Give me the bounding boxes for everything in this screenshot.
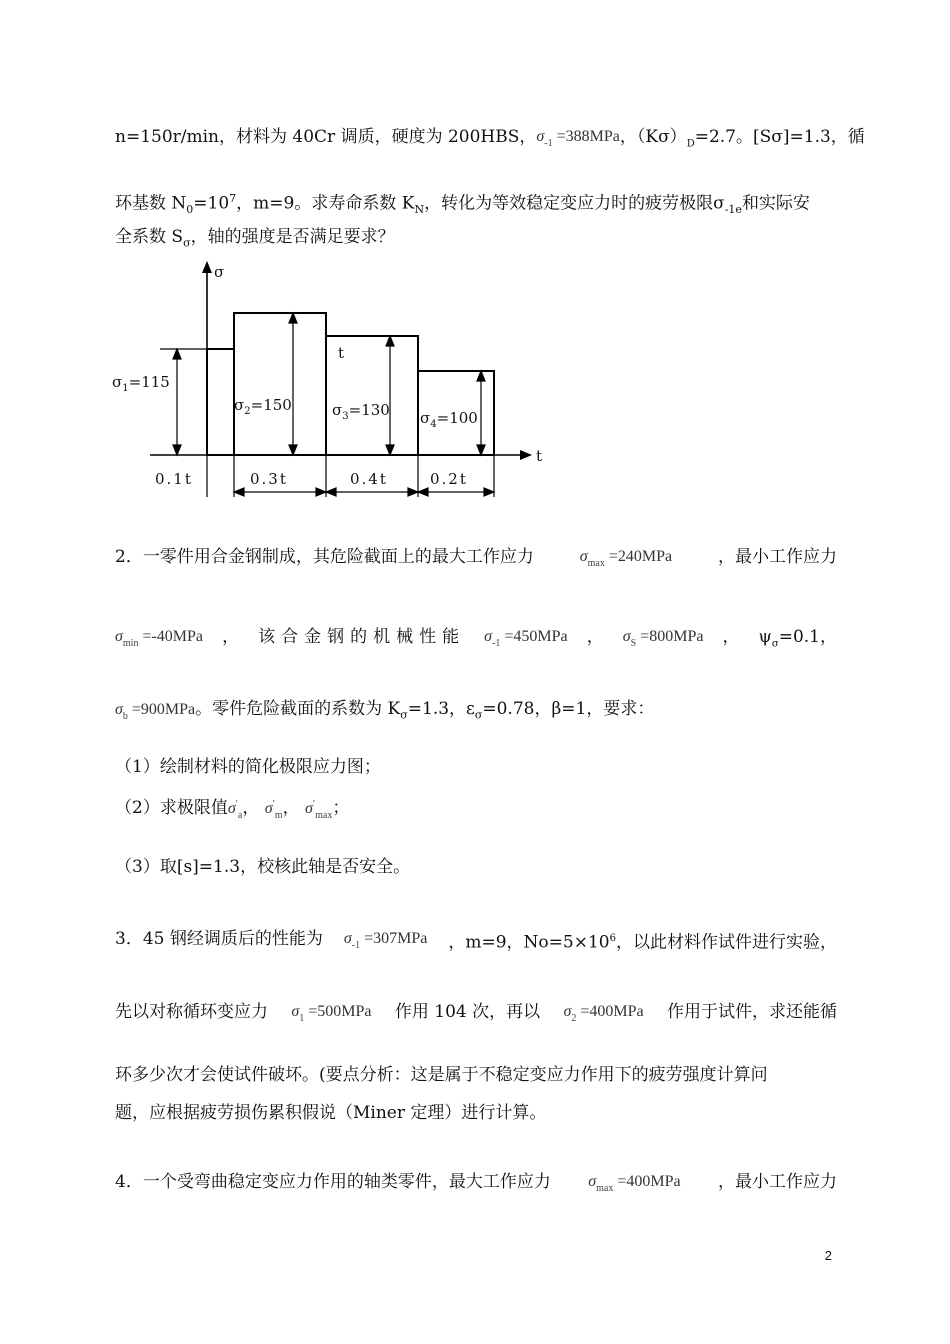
x-axis-label: t <box>536 447 543 465</box>
p2-question-1: （1）绘制材料的简化极限应力图； <box>115 757 381 777</box>
formula-sigma-1: $\sigma_1 =500MPa$ <box>291 1003 372 1024</box>
formula-sigma-min: $\sigma_{min} =-40MPa$ <box>115 628 204 649</box>
p1-line-3: 全系数 $S_\sigma$，轴的强度是否满足要求？ <box>115 227 395 250</box>
duration-1-label: 0.1t <box>155 470 193 488</box>
sigma1-label: $\sigma_1=115$ <box>112 373 170 394</box>
p3-line-4: 题，应根据疲劳损伤累积假说（Miner 定理）进行计算。 <box>115 1103 547 1123</box>
p2-line-3: $\sigma_b =900MPa$。零件危险截面的系数为 $K_\sigma=1.3$，$\varepsilon_\sigma=0.78$，β=1，要求： <box>115 699 655 722</box>
y-axis-label: σ <box>214 263 225 281</box>
sigma2-label: $\sigma_2=150$ <box>234 396 292 417</box>
p4-line-1: 4．一个受弯曲稳定变应力作用的轴类零件，最大工作应力 $\sigma_{max} =400MPa$ ，最小工作应力 <box>115 1170 837 1201</box>
p1-line-1: n=150r/min，材料为 40Cr 调质，硬度为 200HBS， $\sigma_{-1} =388MPa$ ，$(K\sigma)_D=2.7$。[Sσ]=1.3，循 <box>115 125 837 156</box>
block-2 <box>234 313 326 455</box>
stress-dimension-arrows <box>160 313 485 455</box>
sigma3-label: $\sigma_3=130$ <box>332 401 390 422</box>
formula-sigma-s: $\sigma_S =800MPa$ <box>622 628 704 649</box>
p2-question-3: （3）取[s]=1.3，校核此轴是否安全。 <box>115 857 411 877</box>
top-t-label: t <box>338 344 345 362</box>
block-1 <box>207 349 234 455</box>
x-axis-arrow <box>520 450 532 460</box>
formula-sigma-minus1-b: $\sigma_{-1} =450MPa$ <box>484 628 568 649</box>
formula-sigma-max: $\sigma_{max} =240MPa$ <box>579 548 673 569</box>
y-axis-arrow <box>202 261 212 273</box>
p3-line-3: 环多少次才会使试件破坏。(要点分析：这是属于不稳定变应力作用下的疲劳强度计算问 <box>115 1065 768 1085</box>
p1-line-2: 环基数 $N_0=10^7$，m=9。求寿命系数 $K_N$，转化为等效稳定变应力时的疲劳极限$\sigma_{-1e}$和实际安 <box>115 192 810 217</box>
formula-sigma-minus1: $\sigma_{-1} =388MPa$ <box>536 128 620 149</box>
sigma4-label: $\sigma_4=100$ <box>420 409 478 430</box>
p3-line-2: 先以对称循环变应力 $\sigma_1 =500MPa$ 作用 104 次，再以 $\sigma_2 =400MPa$ 作用于试件，求还能循 <box>115 1000 837 1031</box>
p2-line-2: $\sigma_{min} =-40MPa$ ， 该合金钢的机械性能 $\sigma_{-1} =450MPa$ ， $\sigma_S =800MPa$ ， $\psi_\sigma=0.1$， <box>115 625 837 656</box>
page-number: 2 <box>824 1248 832 1263</box>
p3-line-1: 3．45 钢经调质后的性能为 $\sigma_{-1} =307MPa$ ，m=9，$No=5\times 10^6$，以此材料作试件进行实验， <box>115 927 837 958</box>
formula-sigma-max-b: $\sigma_{max} =400MPa$ <box>588 1173 681 1194</box>
duration-3-label: 0.4t <box>350 470 388 488</box>
formula-sigma-b: $\sigma_b =900MPa$ <box>115 701 196 722</box>
stress-time-diagram <box>100 255 570 505</box>
formula-sigma-minus1-c: $\sigma_{-1} =307MPa$ <box>343 930 428 951</box>
p2-question-2: （2）求极限值$\sigma'_a$， $\sigma'_m$， $\sigma'_{max}$； <box>115 798 350 821</box>
formula-sigma-2: $\sigma_2 =400MPa$ <box>563 1003 644 1024</box>
stress-blocks <box>207 313 494 455</box>
duration-4-label: 0.2t <box>430 470 468 488</box>
duration-2-label: 0.3t <box>250 470 288 488</box>
p2-line-1: 2．一零件用合金钢制成，其危险截面上的最大工作应力 $\sigma_{max} =240MPa$ ，最小工作应力 <box>115 545 837 576</box>
